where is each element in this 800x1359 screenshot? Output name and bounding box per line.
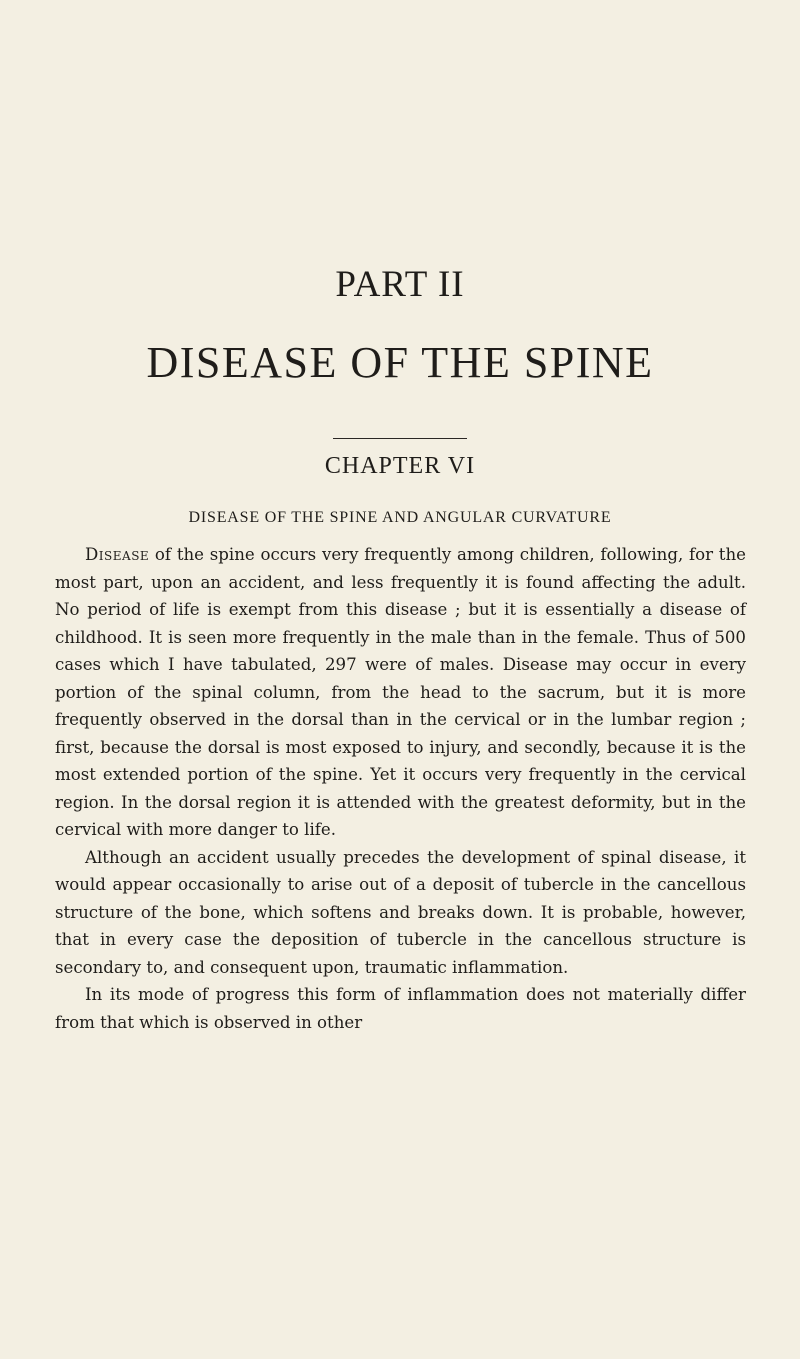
- paragraph: [55, 541, 746, 844]
- part-heading: PART II: [335, 264, 465, 305]
- page-title: DISEASE OF THE SPINE: [146, 338, 654, 387]
- chapter-heading: CHAPTER VI: [324, 453, 476, 479]
- divider-rule: [333, 438, 467, 439]
- chapter-subtitle: DISEASE OF THE SPINE AND ANGULAR CURVATURE: [188, 509, 612, 526]
- paragraph: [55, 844, 746, 982]
- paragraph-text: Although an accident usually precedes the development of spinal disease, it would appear occasionally to arise out of a deposit of tubercle in the cancellous structure of the bone, which softens and breaks down. It is probable, however, that in every case the deposition of tubercle in the cancellous structure is secondary to, and consequent upon, traumatic inflammation.: [55, 847, 746, 977]
- paragraph-text: In its mode of progress this form of inflammation does not materially differ from that which is observed in other: [55, 985, 746, 1032]
- lead-word: Disease: [85, 545, 150, 564]
- paragraph-text: of the spine occurs very frequently among children, following, for the most part, upon an accident, and less frequently it is found affecting the adult. No period of life is exempt from this disease ; but it is essentially a disease of childhood. It is seen more frequently in the male than in the female. Thus of 500 cases which I have tabulated, 297 were of males. Disease may occur in every portion of the spinal column, from the head to the sacrum, but it is more frequently observed in the dorsal than in the cervical or in the lumbar region ; first, because the dorsal is most exposed to injury, and secondly, because it is the most extended portion of the spine. Yet it occurs very frequently in the cervical region. In the dorsal region it is attended with the greatest deformity, but in the cervical with more danger to life.: [55, 545, 746, 839]
- body-text: [55, 541, 746, 1036]
- paragraph: [55, 981, 746, 1036]
